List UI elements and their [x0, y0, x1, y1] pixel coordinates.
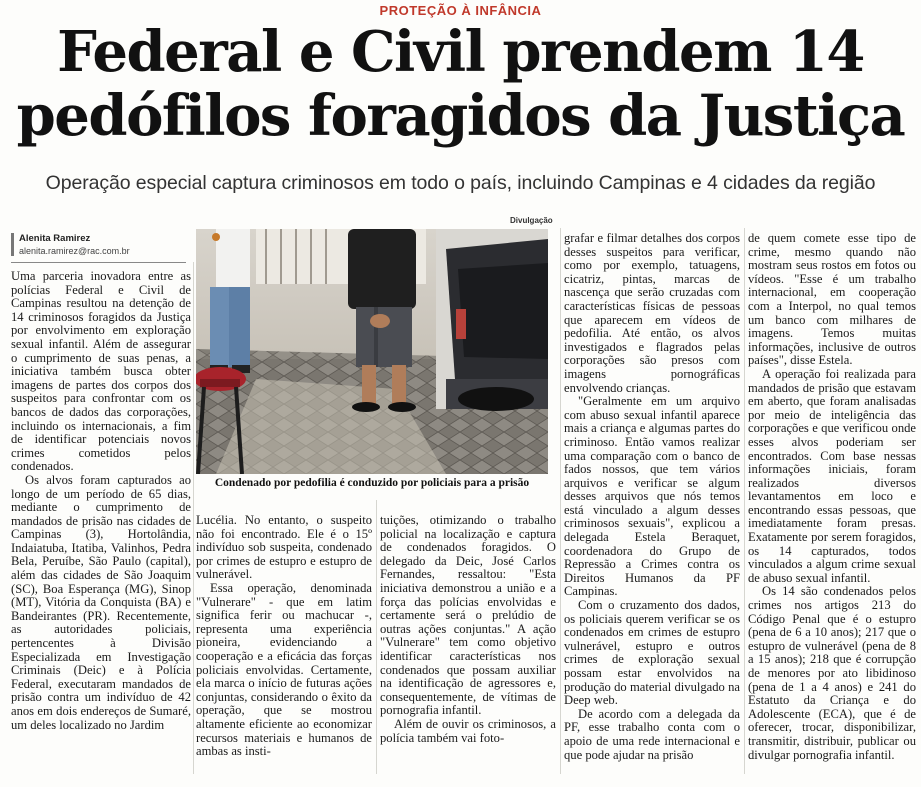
column-divider [744, 228, 745, 774]
author-name: Alenita Ramirez [19, 233, 91, 244]
paragraph: Uma parceria inovadora entre as polícias Federal e Civil de Campinas resultou na detenção de 14 criminosos foragidos da Justiça por envolvimento em exploração sexual infantil. Além de assegurar o cumprimento de suas penas, a iniciativa também busca obter imagens de partes dos corpos dos suspeitos para confrontar com os bancos de dados das corporações, incluindo os internacionais, a fim de identificar potenciais novos crimes cometidos pelos condenados. [11, 269, 191, 474]
byline-divider [11, 262, 186, 263]
column-divider [560, 228, 561, 774]
author-email: alenita.ramirez@rac.com.br [19, 246, 130, 256]
photo-caption: Condenado por pedofilia é conduzido por policiais para a prisão [214, 477, 530, 489]
section-kicker: PROTEÇÃO À INFÂNCIA [379, 3, 542, 18]
photo-credit: Divulgação [510, 216, 553, 225]
article-column-3 [380, 514, 556, 745]
headline [8, 20, 913, 148]
paragraph: A operação foi realizada para mandados de prisão que estavam em aberto, que foram analisadas por meio de inteligência das corporações e que verificou onde esses alvos poderiam ser encontrados. Com base nessas informações iniciais, foram realizados diversos levantamentos em loco e encontrando essas pessoas, que imediatamente foram presas. Exatamente por serem foragidos, os 14 capturados, todos vinculados a algum crime sexual de abuso sexual infantil. [748, 366, 916, 585]
paragraph: Com o cruzamento dos dados, os policiais querem verificar se os condenados em crimes de estupro vulnerável, estupro e outros crimes de exploração sexual possam estar envolvidos na produção do material divulgado na Deep web. [564, 598, 740, 708]
paragraph: De acordo com a delegada da PF, esse trabalho conta com o apoio de uma rede internacional e que pode ajudar na prisão [564, 706, 740, 762]
paragraph: de quem comete esse tipo de crime, mesmo quando não mostram seus rostos em fotos ou vídeos. "Esse é um trabalho internacional, em cooperação com a Interpol, no qual temos um banco com milhares de imagens. Temos muitas informações, inclusive de outros países", disse Estela. [748, 231, 916, 368]
subheadline: Operação especial captura criminosos em todo o país, incluindo Campinas e 4 cidades da região [45, 172, 876, 194]
paragraph: grafar e filmar detalhes dos corpos desses suspeitos para verificar, como por exemplo, tatuagens, cicatriz, pintas, marcas de nascença que serão cruzadas com características físicas de pessoas que aparecem em vídeos de pedofilia. Até então, os alvos investigados e flagrados pelas corporações são presos com imagens pornográficas envolvendo crianças. [564, 231, 740, 395]
paragraph: Lucélia. No entanto, o suspeito não foi encontrado. Ele é o 15º indivíduo sob suspeita, condenado por crimes de estupro e estupro de vulnerável. [196, 513, 372, 582]
paragraph: "Geralmente em um arquivo com abuso sexual infantil aparece mais a criança e algumas partes do criminoso. Então vamos realizar uma comparação com o banco de fados nossos, que tem vários arquivos e verificar se algum desses arquivos que nós temos está vinculado a algum desses criminosos sexuais", explicou a delegada Estela Beraquet, coordenadora do Grupo de Repressão a Crimes contra os Direitos Humanos da PF Campinas. [564, 394, 740, 599]
article-column-5 [748, 232, 916, 762]
paragraph: tuições, otimizando o trabalho policial na localização e captura de condenados foragidos. O delegado da Deic, José Carlos Fernandes, ressaltou: "Esta iniciativa demonstrou a união e a força das polícias envolvidas e certamente será o prelúdio de outras ações conjuntas." A ação "Vulnerare" tem como objetivo identificar características nos condenados que possam auxiliar na identificação de agressores e, consequentemente, de vítimas de pornografia infantil. [380, 513, 556, 718]
paragraph: Os 14 são condenados pelos crimes nos artigos 213 do Código Penal que é o estupro (pena de 6 a 10 anos); 217 que o estupro de vulnerável (pena de 8 a 15 anos); 218 que é corrupção de menores por ato libidinoso (pena de 1 a 4 anos) e 241 do Estatuto da Criança e do Adolescente (ECA), que é de oferecer, trocar, disponibilizar, transmitir, distribuir, publicar ou divulgar pornografia infantil. [748, 584, 916, 762]
article-column-2 [196, 514, 372, 759]
byline [11, 233, 194, 256]
paragraph: Além de ouvir os criminosos, a polícia também vai foto- [380, 716, 556, 745]
headline-line-1: Federal e Civil prendem 14 [57, 19, 864, 85]
paragraph: Os alvos foram capturados ao longo de um período de 65 dias, mediante o cumprimento de mandados de prisão nas cidades de Campinas (3), Hortolândia, Indaiatuba, Itatiba, Valinhos, Pedra Bela, Peruíbe, São Paulo (capital), além das cidades de São Joaquim (SC), Boa Esperança (MG), Sinop (MT), Vitória da Conquista (BA) e Bandeirantes (PR). Recentemente, as autoridades policiais, pertencentes à Divisão Especializada em Investigação Criminais (Deic) e à Polícia Federal, executaram mandados de prisão contra um indivíduo de 42 anos em dois endereços de Sumaré, um deles localizado no Jardim [11, 472, 191, 732]
paragraph: Essa operação, denominada "Vulnerare" - que em latim significa ferir ou machucar -, representa uma experiência pioneira, evidenciando a cooperação e a eficácia das forças policiais envolvidas. Certamente, ela marca o início de futuras ações conjuntas, considerando o êxito da operação, que se mostrou altamente eficiente ao economizar recursos materiais e humanos de ambas as insti- [196, 580, 372, 759]
column-divider [193, 262, 194, 774]
article-photo [196, 229, 548, 474]
column-divider [376, 500, 377, 774]
headline-line-2: pedófilos foragidos da Justiça [16, 83, 905, 149]
article-column-4 [564, 232, 740, 762]
article-column-1 [11, 270, 191, 732]
